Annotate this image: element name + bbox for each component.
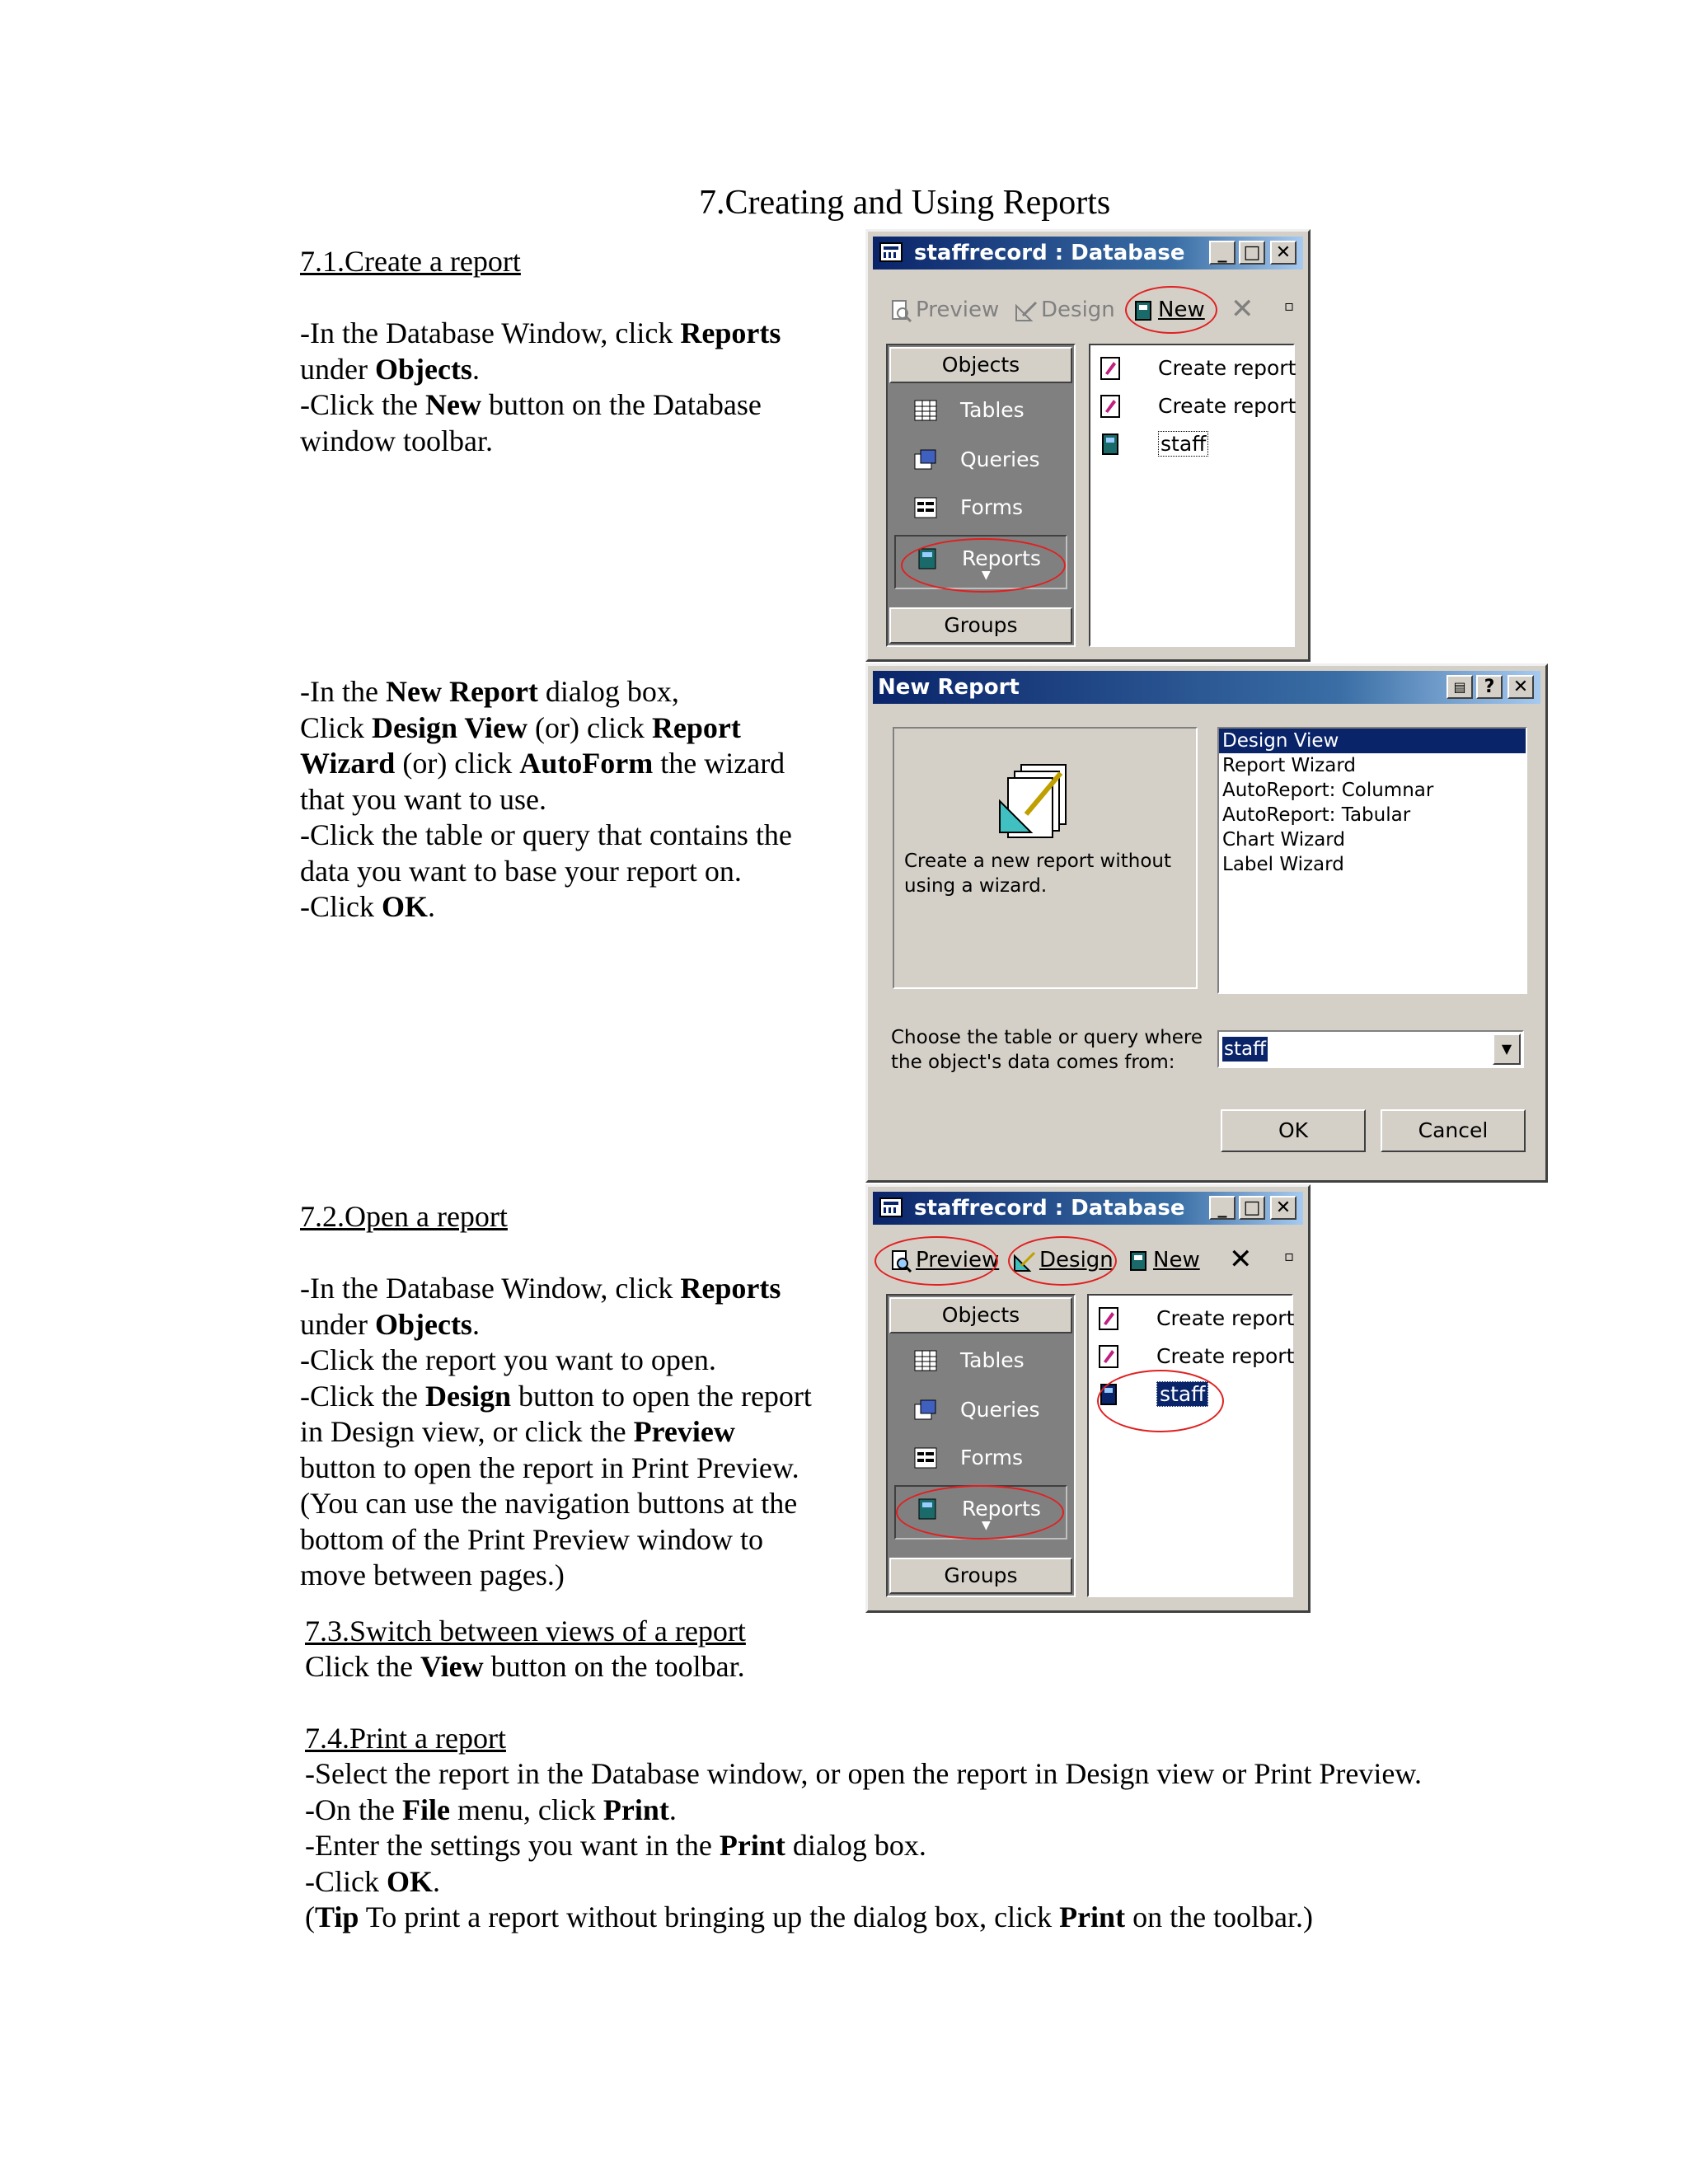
database-window-2: [865, 1184, 1311, 1613]
list-item-create-report-design[interactable]: Create report: [1099, 352, 1296, 385]
text-line: Click the View button on the toolbar.: [305, 1650, 745, 1683]
database-icon: [879, 1197, 903, 1217]
section-7-1-heading: 7.1.Create a report: [300, 245, 521, 278]
objects-bar: [886, 1294, 1076, 1597]
label-line: Choose the table or query where: [891, 1027, 1203, 1048]
section-7-2-heading: 7.2.Open a report: [300, 1200, 508, 1233]
window-title: staffrecord : Database: [914, 1196, 1185, 1221]
new-button[interactable]: New: [1127, 1248, 1200, 1272]
text-line: -Click the New button on the Database: [300, 388, 762, 421]
delete-icon: ✕: [1229, 1243, 1253, 1276]
option-autoreport-tabular[interactable]: AutoReport: Tabular: [1222, 804, 1411, 826]
option-chart-wizard[interactable]: Chart Wizard: [1222, 829, 1345, 851]
list-item-create-report-design[interactable]: Create report: [1097, 1302, 1294, 1335]
nav-tables[interactable]: Tables: [894, 388, 1067, 433]
text-line: button to open the report in Print Preview.: [300, 1451, 799, 1484]
scroll-down-icon: ▼: [982, 1519, 991, 1532]
nav-reports[interactable]: Reports ▼: [894, 1485, 1067, 1540]
minimize-button[interactable]: _: [1209, 1196, 1236, 1220]
ok-button[interactable]: OK: [1221, 1109, 1366, 1152]
text-line: (Tip To print a report without bringing up the dialog box, click Print on the toolbar.): [305, 1900, 1314, 1933]
nav-queries[interactable]: Queries: [894, 438, 1067, 482]
text-line: -Click the report you want to open.: [300, 1343, 716, 1376]
dialog-description: Create a new report without using a wizard.: [904, 851, 1172, 897]
text-line: data you want to base your report on.: [300, 854, 742, 888]
text-line: -In the Database Window, click Reports: [300, 1272, 781, 1305]
text-line: bottom of the Print Preview window to: [300, 1522, 763, 1556]
text-line: -In the New Report dialog box,: [300, 675, 679, 708]
report-list: [1089, 344, 1295, 647]
text-line: window toolbar.: [300, 424, 493, 457]
preview-panel: [893, 727, 1198, 989]
close-button[interactable]: ✕: [1507, 675, 1534, 699]
section-7-4-heading: 7.4.Print a report: [305, 1722, 506, 1755]
option-label-wizard[interactable]: Label Wizard: [1222, 854, 1344, 875]
design-view-icon: [993, 760, 1084, 842]
maximize-button[interactable]: □: [1239, 1196, 1265, 1220]
more-icon: ▫: [1284, 1248, 1295, 1265]
cancel-button[interactable]: Cancel: [1381, 1109, 1526, 1152]
new-report-icon: [1132, 299, 1155, 322]
minimize-button[interactable]: _: [1209, 241, 1236, 265]
more-icon: ▫: [1284, 298, 1295, 315]
dropdown-arrow-icon[interactable]: ▼: [1493, 1033, 1521, 1065]
section-7-4-steps: [305, 1756, 1422, 1936]
nav-tables[interactable]: Tables: [894, 1338, 1067, 1383]
window-titlebar: [873, 237, 1303, 269]
create-report-icon: [1099, 357, 1122, 380]
source-value: staff: [1224, 1038, 1266, 1060]
section-7-1-steps-a: [300, 316, 781, 459]
preview-button[interactable]: Preview: [889, 298, 999, 322]
toolbar-more-button[interactable]: [1284, 1248, 1294, 1265]
option-autoreport-columnar[interactable]: AutoReport: Columnar: [1222, 780, 1434, 801]
preview-icon: [889, 1249, 912, 1272]
text-line: -In the Database Window, click Reports: [300, 316, 781, 349]
maximize-button[interactable]: □: [1239, 241, 1265, 265]
option-design-view[interactable]: Design View: [1219, 729, 1526, 753]
database-window-1: [865, 229, 1311, 662]
text-line: Click Design View (or) click Report: [300, 710, 741, 744]
text-line: -Click OK.: [300, 890, 435, 923]
text-line: -Select the report in the Database window, or open the report in Design view or Print Preview.: [305, 1757, 1422, 1790]
choose-source-label: [891, 1025, 1203, 1075]
list-item-staff[interactable]: staff: [1099, 428, 1208, 461]
text-line: -Enter the settings you want in the Print dialog box.: [305, 1829, 926, 1862]
new-button[interactable]: New: [1132, 298, 1205, 322]
delete-button[interactable]: [1229, 1243, 1253, 1276]
report-icon: [1099, 433, 1122, 456]
table-icon: [914, 1350, 937, 1371]
groups-header[interactable]: Groups: [889, 607, 1072, 644]
nav-forms[interactable]: Forms: [894, 1436, 1067, 1480]
text-line: -Click the Design button to open the report: [300, 1379, 812, 1413]
text-line: that you want to use.: [300, 782, 546, 816]
report-list: [1087, 1294, 1293, 1597]
source-combobox[interactable]: [1217, 1030, 1524, 1068]
text-line: under Objects.: [300, 1307, 480, 1341]
objects-header[interactable]: Objects: [889, 1297, 1072, 1333]
preview-icon: [889, 299, 912, 322]
design-button[interactable]: Design: [1013, 1248, 1114, 1272]
database-icon: [879, 242, 903, 262]
design-icon: [1015, 299, 1038, 322]
section-7-2-steps: [300, 1271, 812, 1594]
new-report-icon: [1127, 1249, 1150, 1272]
nav-reports[interactable]: Reports ▼: [894, 535, 1067, 589]
print-button[interactable]: ▤: [1447, 675, 1473, 699]
report-icon: [916, 1498, 939, 1520]
wizard-list: [1217, 727, 1527, 994]
option-report-wizard[interactable]: Report Wizard: [1222, 755, 1356, 776]
query-icon: [914, 449, 937, 471]
help-button[interactable]: ?: [1476, 675, 1503, 699]
close-button[interactable]: ✕: [1270, 1196, 1296, 1220]
preview-button[interactable]: Preview: [889, 1248, 999, 1272]
text-line: Wizard (or) click AutoForm the wizard: [300, 747, 785, 780]
list-item-create-report-wizard[interactable]: Create report: [1097, 1340, 1294, 1373]
window-title: staffrecord : Database: [914, 241, 1185, 265]
text-line: under Objects.: [300, 352, 480, 386]
close-button[interactable]: ✕: [1270, 241, 1296, 265]
label-line: the object's data comes from:: [891, 1052, 1175, 1073]
delete-icon: ✕: [1231, 293, 1254, 326]
text-line: -Click OK.: [305, 1864, 440, 1898]
form-icon: [914, 1447, 937, 1469]
create-report-icon: [1097, 1307, 1120, 1330]
query-icon: [914, 1399, 937, 1421]
section-7-3-heading: 7.3.Switch between views of a report: [305, 1615, 746, 1647]
design-button[interactable]: Design: [1015, 298, 1115, 322]
list-item-create-report-wizard[interactable]: Create report: [1099, 390, 1296, 423]
report-icon: [1097, 1383, 1120, 1406]
window-titlebar: [873, 1192, 1303, 1225]
text-line: -Click the table or query that contains the: [300, 818, 792, 851]
text-line: move between pages.): [300, 1558, 565, 1591]
dialog-titlebar: [873, 671, 1540, 704]
groups-header[interactable]: Groups: [889, 1558, 1072, 1594]
new-report-dialog: [865, 663, 1548, 1183]
nav-queries[interactable]: Queries: [894, 1388, 1067, 1432]
page-title: 7.Creating and Using Reports: [699, 184, 1111, 222]
table-icon: [914, 400, 937, 421]
report-icon: [916, 548, 939, 569]
section-7-1-steps-b: [300, 674, 792, 926]
nav-forms[interactable]: Forms: [894, 485, 1067, 530]
scroll-down-icon: ▼: [982, 569, 991, 582]
design-icon: [1013, 1249, 1036, 1272]
objects-header[interactable]: Objects: [889, 347, 1072, 383]
list-item-staff-selected[interactable]: staff: [1097, 1378, 1208, 1411]
text-line: -On the File menu, click Print.: [305, 1793, 677, 1826]
objects-bar: [886, 344, 1076, 647]
section-7-3-steps: [305, 1649, 745, 1685]
text-line: in Design view, or click the Preview: [300, 1415, 735, 1448]
dialog-title: New Report: [878, 675, 1020, 700]
text-line: (You can use the navigation buttons at the: [300, 1487, 798, 1520]
form-icon: [914, 497, 937, 518]
delete-button[interactable]: [1231, 293, 1254, 326]
toolbar-more-button[interactable]: [1284, 298, 1294, 315]
create-report-icon: [1099, 395, 1122, 418]
create-report-icon: [1097, 1345, 1120, 1368]
